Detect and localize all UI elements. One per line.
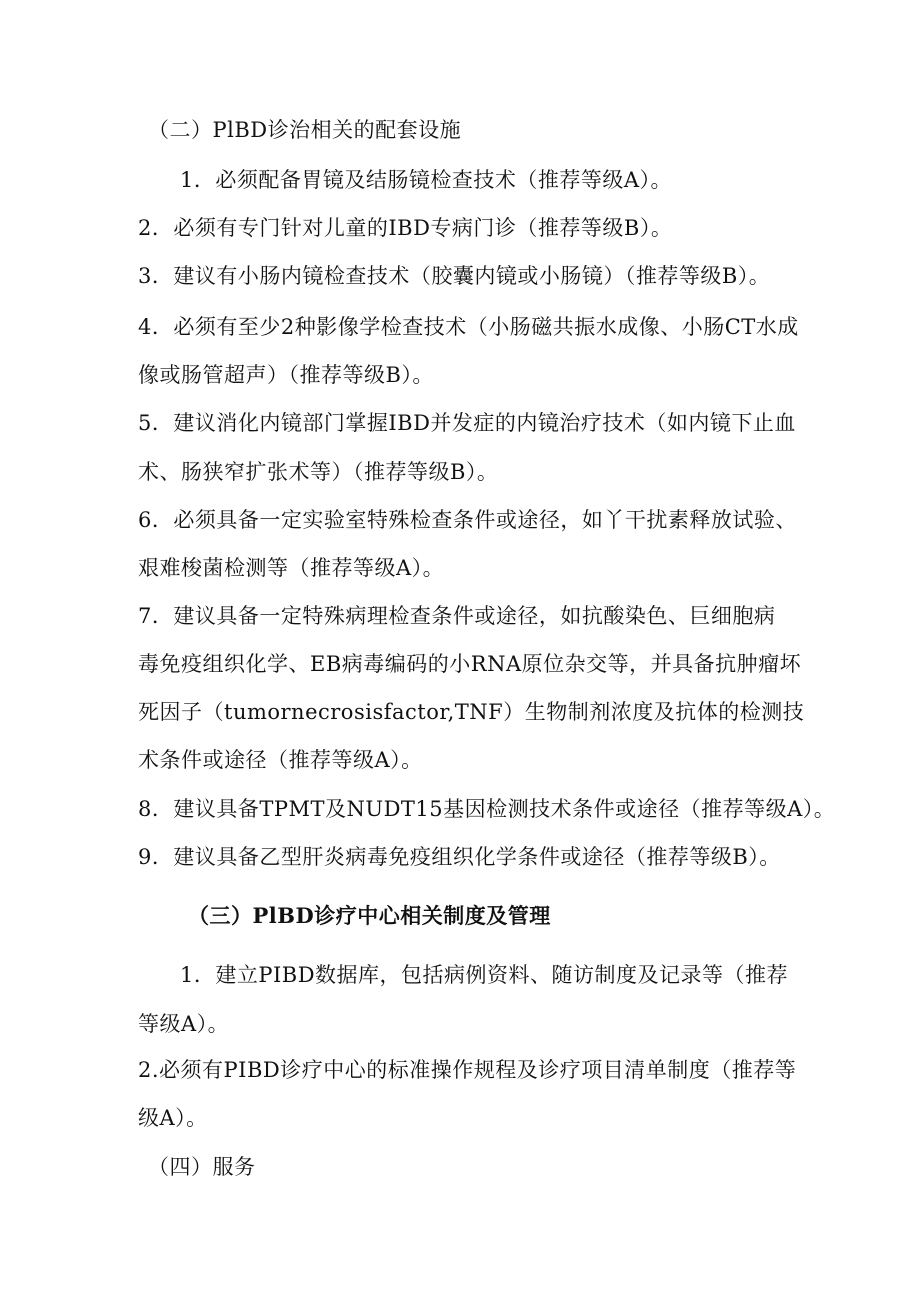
item-2-4-line2: 像或肠管超声）（推荐等级B）。 (138, 363, 434, 387)
item-3-2-line2: 级A）。 (138, 1106, 208, 1130)
item-2-8: 8．建议具备TPMT及NUDT15基因检测技术条件或途径（推荐等级A）。 (138, 797, 836, 821)
item-2-7-line3: 死因子（tumornecrosisfactor,TNF）生物制剂浓度及抗体的检测技 (138, 700, 805, 724)
item-2-5-line2: 术、肠狭窄扩张术等）（推荐等级B）。 (138, 460, 499, 484)
section-heading-2: （二）PlBD诊治相关的配套设施 (148, 118, 462, 142)
item-3-1-line1: 1．建立PIBD数据库，包括病例资料、随访制度及记录等（推荐 (180, 963, 789, 987)
item-2-6-line2: 艰难梭菌检测等（推荐等级A）。 (138, 556, 445, 580)
section-heading-3: （三）PlBD诊疗中心相关制度及管理 (188, 903, 551, 928)
item-2-5-line1: 5．建议消化内镜部门掌握IBD并发症的内镜治疗技术（如内镜下止血 (138, 411, 796, 435)
item-2-2: 2．必须有专门针对儿童的IBD专病门诊（推荐等级B）。 (138, 216, 673, 240)
item-2-7-line4: 术条件或途径（推荐等级A）。 (138, 748, 423, 772)
item-2-3: 3．建议有小肠内镜检查技术（胶囊内镜或小肠镜）（推荐等级B）。 (138, 264, 771, 288)
section-heading-4: （四）服务 (148, 1155, 256, 1179)
item-2-7-line2: 毒免疫组织化学、EB病毒编码的小RNA原位杂交等，并具备抗肿瘤坏 (138, 652, 802, 676)
item-2-9: 9．建议具备乙型肝炎病毒免疫组织化学条件或途径（推荐等级B）。 (138, 845, 781, 869)
item-2-6-line1: 6．必须具备一定实验室特殊检查条件或途径，如丫干扰素释放试验、 (138, 508, 797, 532)
item-2-7-line1: 7．建议具备一定特殊病理检查条件或途径，如抗酸染色、巨细胞病 (138, 604, 776, 628)
item-2-1: 1．必须配备胃镜及结肠镜检查技术（推荐等级A）。 (180, 168, 673, 192)
item-2-4-line1: 4．必须有至少2种影像学检查技术（小肠磁共振水成像、小肠CT水成 (138, 315, 799, 339)
item-3-2-line1: 2.必须有PIBD诊疗中心的标准操作规程及诊疗项目清单制度（推荐等 (138, 1058, 797, 1082)
item-3-1-line2: 等级A）。 (138, 1012, 230, 1036)
